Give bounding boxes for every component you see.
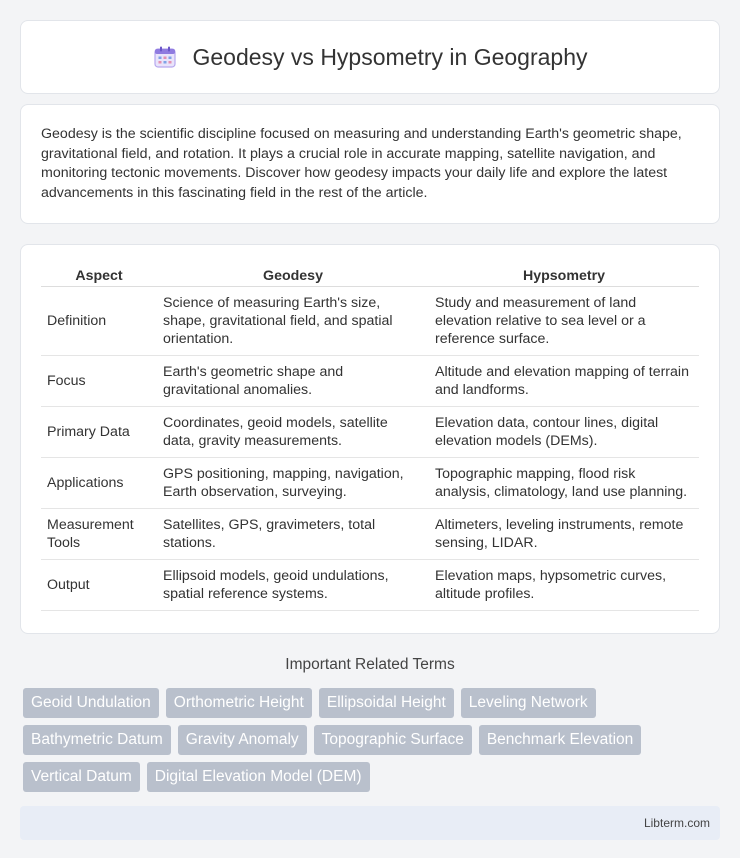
tag-topographic-surface[interactable]: Topographic Surface bbox=[314, 725, 472, 755]
header-aspect: Aspect bbox=[41, 265, 157, 287]
tag-benchmark-elevation[interactable]: Benchmark Elevation bbox=[479, 725, 641, 755]
row-geodesy: GPS positioning, mapping, navigation, Earth observation, surveying. bbox=[157, 458, 429, 509]
row-geodesy: Coordinates, geoid models, satellite data, gravity measurements. bbox=[157, 407, 429, 458]
related-terms-title: Important Related Terms bbox=[285, 656, 455, 673]
related-terms-list bbox=[20, 688, 720, 792]
row-aspect: Applications bbox=[41, 458, 157, 509]
row-hypsometry: Topographic mapping, flood risk analysis, climatology, land use planning. bbox=[429, 458, 699, 509]
row-hypsometry: Altitude and elevation mapping of terrain and landforms. bbox=[429, 356, 699, 407]
tag-gravity-anomaly[interactable]: Gravity Anomaly bbox=[178, 725, 307, 755]
table-row bbox=[41, 356, 699, 407]
footer bbox=[20, 806, 720, 840]
row-hypsometry: Altimeters, leveling instruments, remote sensing, LIDAR. bbox=[429, 509, 699, 560]
table-row bbox=[41, 560, 699, 611]
table-row bbox=[41, 458, 699, 509]
row-geodesy: Ellipsoid models, geoid undulations, spatial reference systems. bbox=[157, 560, 429, 611]
tag-orthometric-height[interactable]: Orthometric Height bbox=[166, 688, 312, 718]
header-hypsometry: Hypsometry bbox=[429, 265, 699, 287]
row-geodesy: Earth's geometric shape and gravitational anomalies. bbox=[157, 356, 429, 407]
row-aspect: Measurement Tools bbox=[41, 509, 157, 560]
tag-vertical-datum[interactable]: Vertical Datum bbox=[23, 762, 140, 792]
comparison-card bbox=[20, 244, 720, 634]
tag-bathymetric-datum[interactable]: Bathymetric Datum bbox=[23, 725, 171, 755]
intro-text: Geodesy is the scientific discipline focused on measuring and understanding Earth's geometric shape, gravitational field, and rotation. It plays a crucial role in accurate mapping, satellite navigation, and monitoring tectonic movements. Discover how geodesy impacts your daily life and explore the latest advancements in this fascinating field in the rest of the article. bbox=[41, 126, 682, 201]
tag-digital-elevation-model[interactable]: Digital Elevation Model (DEM) bbox=[147, 762, 370, 792]
footer-brand[interactable]: Libterm.com bbox=[643, 816, 710, 830]
table-row bbox=[41, 287, 699, 356]
title-card bbox=[20, 20, 720, 94]
table-header-row bbox=[41, 265, 699, 287]
row-geodesy: Satellites, GPS, gravimeters, total stations. bbox=[157, 509, 429, 560]
tag-ellipsoidal-height[interactable]: Ellipsoidal Height bbox=[319, 688, 454, 718]
row-aspect: Definition bbox=[41, 287, 157, 356]
tag-leveling-network[interactable]: Leveling Network bbox=[461, 688, 596, 718]
intro-card bbox=[20, 104, 720, 224]
header-geodesy: Geodesy bbox=[157, 265, 429, 287]
row-hypsometry: Elevation data, contour lines, digital elevation models (DEMs). bbox=[429, 407, 699, 458]
row-aspect: Output bbox=[41, 560, 157, 611]
row-geodesy: Science of measuring Earth's size, shape, gravitational field, and spatial orientation. bbox=[157, 287, 429, 356]
row-hypsometry: Elevation maps, hypsometric curves, altitude profiles. bbox=[429, 560, 699, 611]
comparison-table bbox=[41, 265, 699, 611]
tag-geoid-undulation[interactable]: Geoid Undulation bbox=[23, 688, 159, 718]
row-aspect: Focus bbox=[41, 356, 157, 407]
row-aspect: Primary Data bbox=[41, 407, 157, 458]
row-hypsometry: Study and measurement of land elevation relative to sea level or a reference surface. bbox=[429, 287, 699, 356]
calendar-icon bbox=[152, 44, 178, 70]
table-row bbox=[41, 509, 699, 560]
page-title: Geodesy vs Hypsometry in Geography bbox=[192, 43, 588, 70]
table-row bbox=[41, 407, 699, 458]
